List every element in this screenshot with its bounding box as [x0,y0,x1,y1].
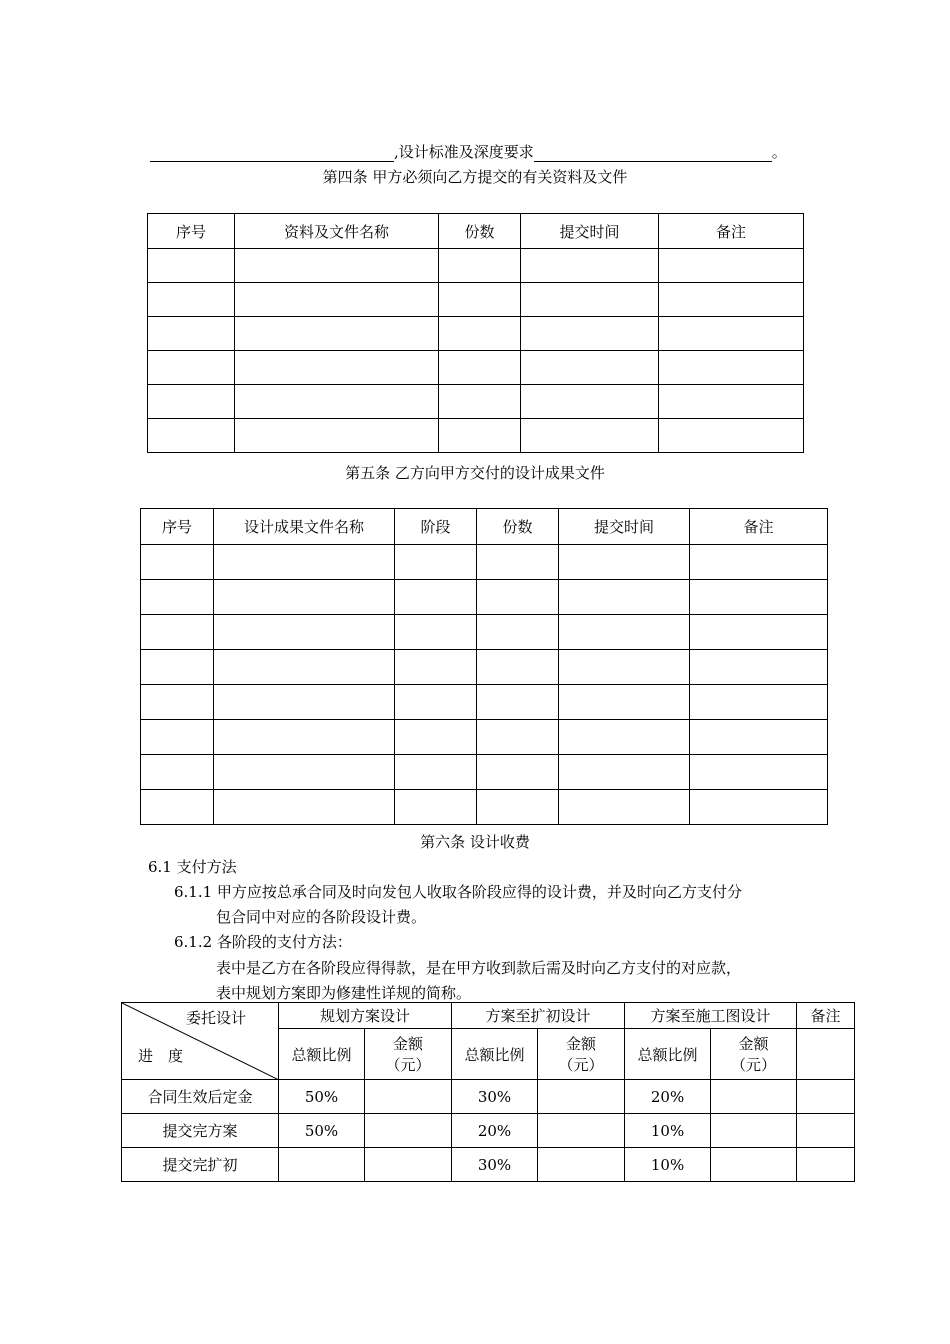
amount-cell [711,1114,797,1148]
amount-header [711,1029,797,1080]
amount-unit: （元） [731,1056,777,1075]
table-row [148,317,804,351]
amount-cell [365,1080,452,1114]
ratio-header: 总额比例 [625,1029,711,1080]
ratio-cell: 50% [279,1080,365,1114]
empty-cell [439,317,521,351]
empty-cell [559,685,690,720]
empty-cell [477,650,559,685]
blank-underline [150,145,394,162]
group-header: 规划方案设计 [279,1003,452,1029]
empty-cell [477,615,559,650]
amount-header [365,1029,452,1080]
empty-cell [559,650,690,685]
empty-cell [477,685,559,720]
empty-cell [559,790,690,825]
amount-unit: （元） [385,1056,431,1075]
empty-cell [439,351,521,385]
empty-cell [477,790,559,825]
diagonal-header-cell [122,1003,279,1080]
section-6-1-2: 6.1.2 各阶段的支付方法： [174,933,352,951]
empty-cell [214,650,395,685]
empty-cell [690,580,828,615]
empty-cell [521,419,659,453]
empty-cell [559,580,690,615]
empty-cell [214,755,395,790]
line-end-mark: 。 [771,143,787,161]
table-row [141,685,828,720]
section-6-1: 6.1 支付方法 [148,858,237,876]
article6-title: 第六条 设计收费 [420,833,530,851]
empty-cell [235,317,439,351]
table-row [141,580,828,615]
amount-label: 金额 [566,1035,597,1054]
stage-cell: 合同生效后定金 [122,1080,279,1114]
table-row [141,615,828,650]
ratio-cell: 50% [279,1114,365,1148]
table-row [148,419,804,453]
design-standard-label: ,设计标准及深度要求 [394,143,534,161]
amount-cell [538,1148,625,1182]
empty-cell [141,720,214,755]
empty-cell [235,283,439,317]
ratio-cell: 20% [625,1080,711,1114]
empty-cell [690,755,828,790]
table-header-row [148,214,804,249]
empty-cell [477,720,559,755]
empty-cell [690,615,828,650]
empty-cell [148,419,235,453]
empty-cell [439,249,521,283]
empty-cell [439,385,521,419]
empty-cell [690,545,828,580]
amount-header [538,1029,625,1080]
empty-cell [235,351,439,385]
ratio-cell: 10% [625,1114,711,1148]
empty-cell [148,351,235,385]
empty-cell [235,249,439,283]
amount-cell [365,1114,452,1148]
empty-cell [559,545,690,580]
ratio-header: 总额比例 [452,1029,538,1080]
empty-cell [690,720,828,755]
amount-cell [711,1080,797,1114]
empty-cell [395,615,477,650]
empty-cell [477,755,559,790]
article5-title: 第五条 乙方向甲方交付的设计成果文件 [345,464,605,482]
header-cell: 资料及文件名称 [235,214,439,249]
header-cell: 序号 [148,214,235,249]
table-row [148,351,804,385]
empty-cell [141,685,214,720]
empty-cell [214,790,395,825]
empty-cell [148,317,235,351]
amount-cell [711,1148,797,1182]
empty-cell [690,650,828,685]
empty-cell [214,580,395,615]
table-row [148,249,804,283]
remark-cell [797,1029,855,1080]
empty-cell [141,580,214,615]
empty-cell [214,615,395,650]
fee-header-row [122,1003,855,1029]
empty-cell [477,580,559,615]
empty-cell [214,720,395,755]
ratio-header: 总额比例 [279,1029,365,1080]
empty-cell [659,283,804,317]
remark-cell [797,1148,855,1182]
stage-cell: 提交完扩初 [122,1148,279,1182]
fee-table [121,1002,855,1182]
empty-cell [659,419,804,453]
ratio-cell: 30% [452,1148,538,1182]
ratio-cell: 10% [625,1148,711,1182]
ratio-cell [279,1148,365,1182]
header-cell: 份数 [477,509,559,545]
remark-cell [797,1080,855,1114]
empty-cell [690,685,828,720]
table-row [122,1148,855,1182]
empty-cell [214,685,395,720]
empty-cell [141,650,214,685]
empty-cell [659,351,804,385]
table-row [141,755,828,790]
header-cell: 份数 [439,214,521,249]
ratio-cell: 30% [452,1080,538,1114]
header-cell: 提交时间 [521,214,659,249]
remark-cell [797,1114,855,1148]
corner-top-label: 委托设计 [185,1009,246,1027]
empty-cell [559,720,690,755]
empty-cell [395,650,477,685]
empty-cell [559,615,690,650]
empty-cell [395,685,477,720]
empty-cell [141,790,214,825]
remark-header: 备注 [797,1003,855,1029]
empty-cell [659,249,804,283]
empty-cell [148,385,235,419]
ratio-cell: 20% [452,1114,538,1148]
empty-cell [395,790,477,825]
empty-cell [439,419,521,453]
empty-cell [659,317,804,351]
empty-cell [395,580,477,615]
note-line2: 表中规划方案即为修建性详规的简称。 [216,984,472,1002]
empty-cell [395,720,477,755]
section-6-1-1-line2: 包合同中对应的各阶段设计费。 [216,908,427,926]
empty-cell [477,545,559,580]
empty-cell [235,419,439,453]
empty-cell [141,755,214,790]
corner-bottom-label: 进 度 [138,1047,184,1065]
article5-table [140,508,828,825]
stage-cell: 提交完方案 [122,1114,279,1148]
table-row [122,1114,855,1148]
table-row [122,1080,855,1114]
amount-label: 金额 [393,1035,424,1054]
table-row [141,790,828,825]
empty-cell [690,790,828,825]
amount-label: 金额 [738,1035,769,1054]
amount-unit: （元） [558,1056,604,1075]
header-cell: 阶段 [395,509,477,545]
amount-cell [365,1148,452,1182]
empty-cell [521,385,659,419]
section-6-1-1-line1: 6.1.1 甲方应按总承合同及时向发包人收取各阶段应得的设计费，并及时向乙方支付分 [174,883,742,901]
table-row [141,545,828,580]
empty-cell [439,283,521,317]
empty-cell [521,317,659,351]
empty-cell [141,615,214,650]
header-cell: 设计成果文件名称 [214,509,395,545]
empty-cell [235,385,439,419]
article4-title: 第四条 甲方必须向乙方提交的有关资料及文件 [322,168,628,186]
amount-cell [538,1114,625,1148]
blank-underline [534,145,772,162]
group-header: 方案至施工图设计 [625,1003,797,1029]
empty-cell [395,545,477,580]
empty-cell [141,545,214,580]
empty-cell [148,249,235,283]
empty-cell [395,755,477,790]
empty-cell [214,545,395,580]
table-row [148,385,804,419]
empty-cell [521,351,659,385]
header-cell: 序号 [141,509,214,545]
header-cell: 备注 [659,214,804,249]
empty-cell [521,249,659,283]
empty-cell [559,755,690,790]
empty-cell [521,283,659,317]
header-cell: 备注 [690,509,828,545]
header-cell: 提交时间 [559,509,690,545]
empty-cell [148,283,235,317]
table-row [148,283,804,317]
note-line1: 表中是乙方在各阶段应得得款，是在甲方收到款后需及时向乙方支付的对应款， [216,959,742,977]
group-header: 方案至扩初设计 [452,1003,625,1029]
empty-cell [659,385,804,419]
table-row [141,720,828,755]
table-header-row [141,509,828,545]
amount-cell [538,1080,625,1114]
design-standard-line [150,141,810,163]
table-row [141,650,828,685]
article4-table [147,213,804,453]
